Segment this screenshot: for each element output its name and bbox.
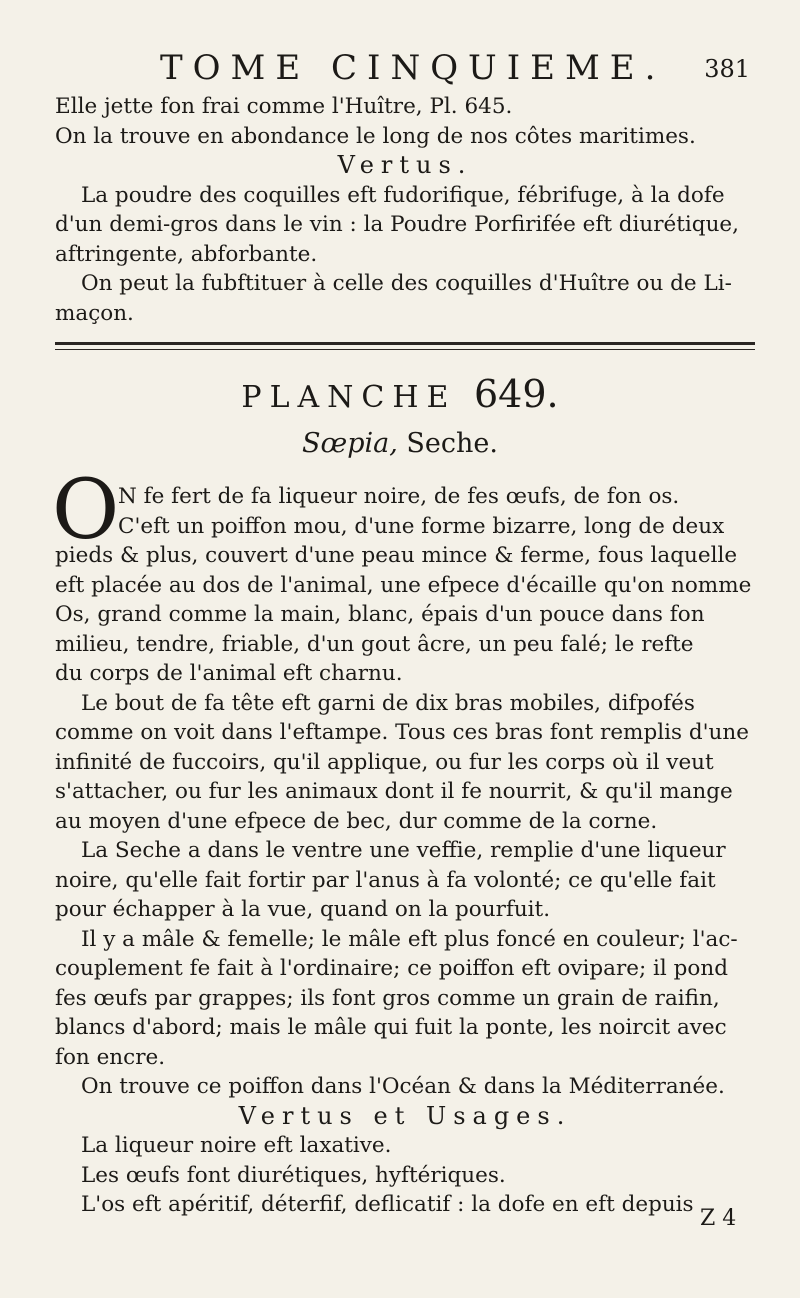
text-line: Il y a mâle & femelle; le mâle eft plus foncé en couleur; l'ac- [81,926,738,952]
text-line: blancs d'abord; mais le mâle qui fuit la ponte, les noircit avec [55,1015,727,1040]
text-line: comme on voit dans l'eftampe. Tous ces bras font remplis d'une [55,720,749,745]
text-line: Os, grand comme la main, blanc, épais d'un pouce dans fon [55,602,705,627]
text-line: Le bout de fa tête eft garni de dix bras mobiles, difpofés [81,690,695,716]
text-line: pour échapper à la vue, quand on la pourfuit. [55,897,551,922]
latin-name: Sœpia, [302,428,398,459]
text-line: milieu, tendre, friable, d'un gout âcre, un peu falé; le refte [55,631,694,657]
text-line: L'os eft apéritif, déterfif, deflicatif : la dofe en eft depuis [81,1192,694,1217]
running-title: TOME CINQUIEME. [160,48,666,88]
drop-cap: O [52,463,120,558]
section-divider [55,342,755,350]
text-line: La liqueur noire eft laxative. [81,1133,392,1158]
text-line: fes œufs par grappes; ils font gros comme un grain de raifin, [55,985,720,1011]
text-line: du corps de l'animal eft charnu. [55,661,403,686]
page-number: 381 [704,55,750,83]
section-heading-vertus: Vertus. [337,151,473,179]
text-line: s'attacher, ou fur les animaux dont il fe nourrit, & qu'il mange [55,779,733,804]
text-line: fon encre. [55,1044,166,1070]
text-line: eft placée au dos de l'animal, une efpece d'écaille qu'on nomme [55,572,752,598]
french-name: Seche. [406,428,498,459]
text-line: Elle jette fon frai comme l'Huître, Pl. 645. [55,94,513,119]
text-line: C'eft un poiffon mou, d'une forme bizarre, long de deux [118,513,725,539]
text-line: d'un demi-gros dans le vin : la Poudre Porfirifée eft diurétique, [55,212,739,237]
text-line: N fe fert de fa liqueur noire, de fes œufs, de fon os. [118,484,680,509]
plate-number: 649. [473,372,559,416]
text-line: couplement fe fait à l'ordinaire; ce poiffon eft ovipare; il pond [55,956,728,981]
text-line: aftringente, abforbante. [55,241,318,267]
text-line: maçon. [55,300,134,326]
text-line: On peut la fubftituer à celle des coquilles d'Huître ou de Li- [81,271,732,296]
section-heading-usages: Vertus et Usages. [238,1101,572,1130]
text-line: Les œufs font diurétiques, hyftériques. [81,1162,506,1188]
text-line: au moyen d'une efpece de bec, dur comme de la corne. [55,808,658,834]
text-line: pieds & plus, couvert d'une peau mince & ferme, fous laquelle [55,543,738,568]
species-name [0,426,800,462]
plate-heading [0,372,800,420]
text-line: La poudre des coquilles eft fudorifique, fébrifuge, à la dofe [81,182,725,208]
signature-mark: Z 4 [700,1206,737,1231]
text-line: noire, qu'elle fait fortir par l'anus à fa volonté; ce qu'elle fait [55,867,716,893]
text-line: On la trouve en abondance le long de nos côtes maritimes. [55,123,696,149]
plate-label: PLANCHE [241,380,457,415]
entry-body [55,541,755,1220]
page-header [160,48,750,88]
previous-entry [55,92,755,328]
text-line: infinité de fuccoirs, qu'il applique, ou fur les corps où il veut [55,749,714,775]
text-line: On trouve ce poiffon dans l'Océan & dans la Méditerranée. [81,1074,725,1099]
text-line: La Seche a dans le ventre une veffie, remplie d'une liqueur [81,838,726,863]
opening-lines [118,482,758,541]
